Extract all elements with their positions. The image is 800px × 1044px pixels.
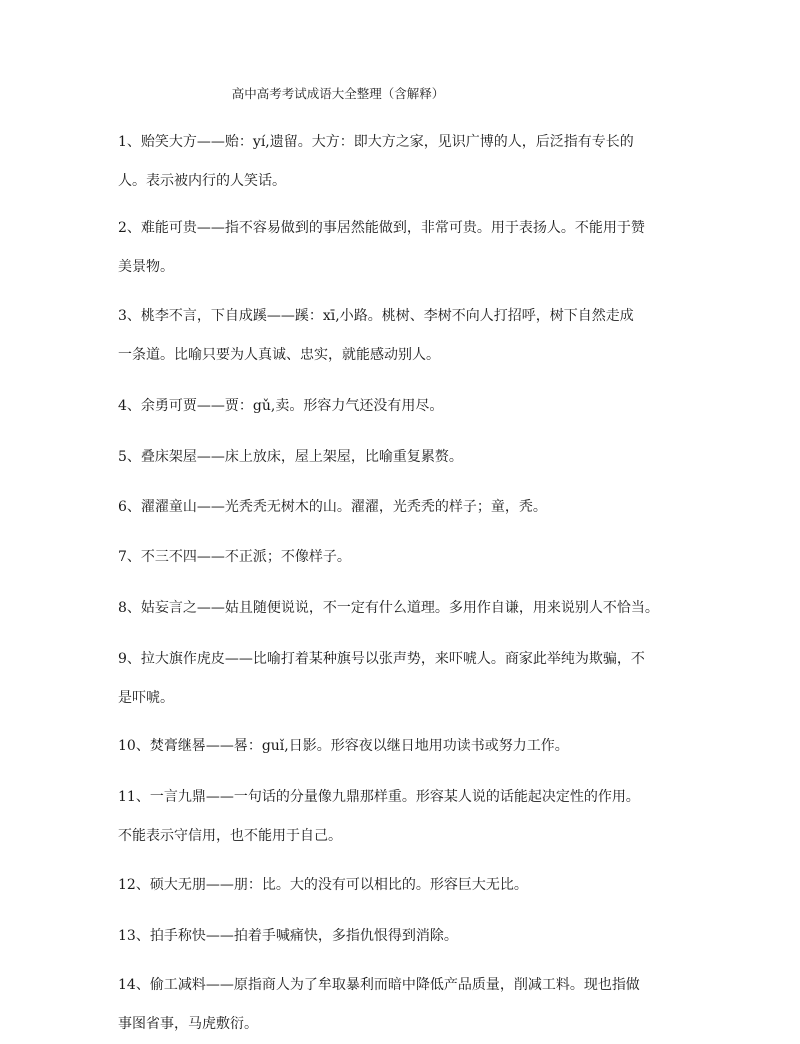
entry-line: 4、余勇可贾——贾：gǔ,卖。形容力气还没有用尽。 [118,398,444,414]
entry-line: 6、濯濯童山——光秃秃无树木的山。濯濯，光秃秃的样子；童，秃。 [118,499,547,515]
entry-line: 3、桃李不言，下自成蹊——蹊：xī,小路。桃树、李树不向人打招呼，树下自然走成 [118,308,634,324]
idiom-entry-10 [118,727,694,766]
entry-line: 人。表示被内行的人笑话。 [118,173,286,189]
idiom-entry-14 [118,966,694,1044]
idiom-entry-11 [118,778,694,856]
entry-line: 8、姑妄言之——姑且随便说说，不一定有什么道理。多用作自谦，用来说别人不恰当。 [118,600,659,616]
entry-line: 事图省事，马虎敷衍。 [118,1016,258,1032]
entry-line: 不能表示守信用，也不能用于自己。 [118,828,342,844]
entry-line: 9、拉大旗作虎皮——比喻打着某种旗号以张声势，来吓唬人。商家此举纯为欺骗，不 [118,651,645,667]
entry-line: 一条道。比喻只要为人真诚、忠实，就能感动别人。 [118,347,440,363]
idiom-entry-9 [118,640,694,718]
entry-line: 10、焚膏继晷——晷：guǐ,日影。形容夜以继日地用功读书或努力工作。 [118,738,569,754]
idiom-entry-12 [118,866,694,905]
idiom-entry-5 [118,438,694,477]
entry-line: 7、不三不四——不正派；不像样子。 [118,549,351,565]
idiom-entry-6 [118,488,694,527]
entry-line: 是吓唬。 [118,690,174,706]
entry-line: 12、硕大无朋——朋：比。大的没有可以相比的。形容巨大无比。 [118,877,528,893]
idiom-entry-1 [118,123,694,201]
idiom-entry-3 [118,297,694,375]
entry-line: 5、叠床架屋——床上放床，屋上架屋，比喻重复累赘。 [118,449,463,465]
entry-line: 11、一言九鼎——一句话的分量像九鼎那样重。形容某人说的话能起决定性的作用。 [118,789,640,805]
idiom-entry-2 [118,209,694,287]
entry-line: 美景物。 [118,259,174,275]
idiom-entry-7 [118,538,694,577]
entry-line: 14、偷工减料——原指商人为了牟取暴利而暗中降低产品质量，削减工料。现也指做 [118,977,640,993]
entry-line: 2、难能可贵——指不容易做到的事居然能做到，非常可贵。用于表扬人。不能用于赞 [118,220,645,236]
idiom-entry-4 [118,387,694,426]
entry-line: 1、贻笑大方——贻：yí,遗留。大方：即大方之家，见识广博的人，后泛指有专长的 [118,134,634,150]
entry-line: 13、拍手称快——拍着手喊痛快，多指仇恨得到消除。 [118,928,458,944]
idiom-entry-13 [118,917,694,956]
idiom-entry-8 [118,589,694,628]
document-title: 高中高考考试成语大全整理（含解释） [231,86,445,101]
